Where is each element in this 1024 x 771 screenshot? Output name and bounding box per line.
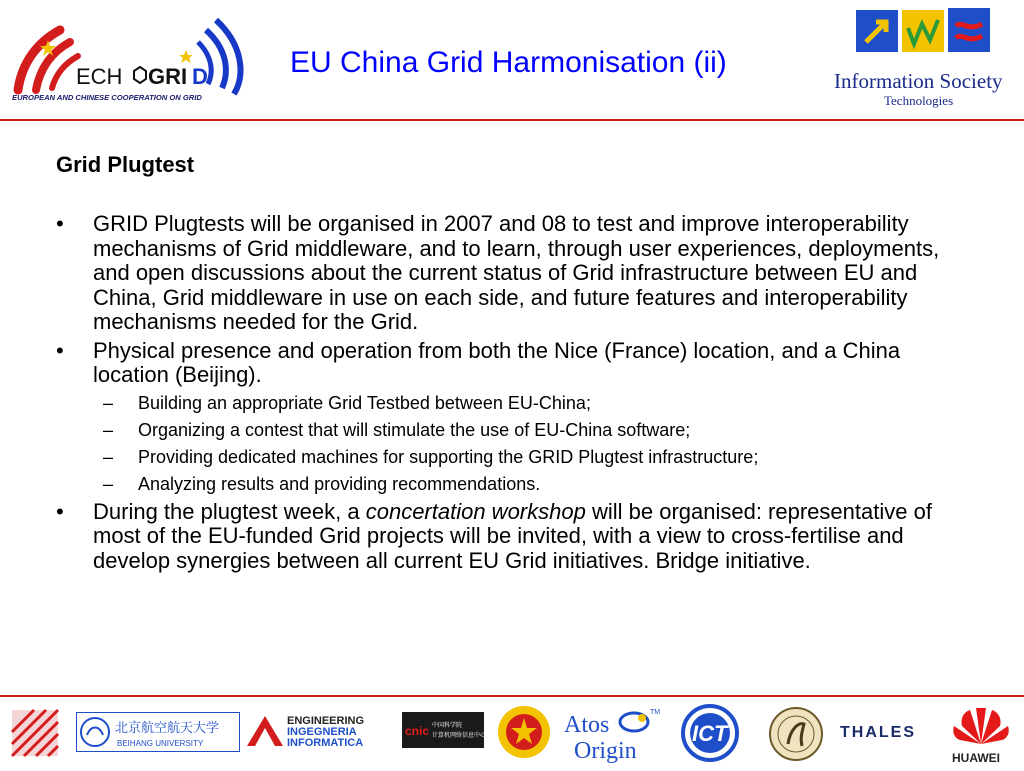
thales-logo bbox=[838, 718, 934, 744]
bullet-list bbox=[56, 212, 966, 573]
cnic-logo bbox=[402, 712, 484, 748]
bullet-text: GRID Plugtests will be organised in 2007 and 08 to test and improve interoperability mechanisms of Grid middleware, and to learn, through user experiences, deployments, and open discussions about the current status of Grid infrastructure between EU and China, Grid middleware in use on each side, and future features and interoperability mechanisms needed for the Grid. bbox=[93, 211, 940, 334]
echogrid-logo bbox=[8, 12, 253, 104]
sub-bullet-item bbox=[93, 392, 966, 414]
echogrid-logo-text-right: GRI bbox=[148, 64, 188, 89]
bullet-text-italic: concertation workshop bbox=[365, 498, 586, 524]
ict-text: ICT bbox=[692, 721, 728, 746]
atos-line2: Origin bbox=[574, 738, 637, 764]
red-grid-logo bbox=[8, 704, 64, 760]
slide-body bbox=[56, 152, 966, 577]
bullet-item-2 bbox=[56, 339, 966, 495]
dash-icon: – bbox=[103, 419, 114, 440]
beihang-english: BEIHANG UNIVERSITY bbox=[117, 739, 204, 748]
beihang-university-logo bbox=[76, 712, 240, 752]
atos-tm: TM bbox=[650, 709, 661, 716]
engineering-ingegneria-logo bbox=[245, 712, 381, 750]
footer-divider bbox=[0, 695, 1024, 697]
bullet-item-3 bbox=[56, 500, 966, 574]
bullet-text-after: will be organised: representative of most of the EU-funded Grid projects will be invited, with a view to cross-fertilise and develop synergies between all current EU Grid initiatives. Bridge initiative. bbox=[93, 498, 932, 573]
echogrid-logo-text-left: ECH bbox=[76, 64, 123, 89]
university-seal-logo bbox=[768, 706, 824, 762]
bullet-icon: • bbox=[56, 498, 64, 524]
slide-header bbox=[0, 0, 1024, 120]
academy-seal-logo bbox=[496, 704, 552, 760]
sub-bullet-text: Providing dedicated machines for supporting the GRID Plugtest infrastructure; bbox=[138, 446, 759, 467]
bullet-icon: • bbox=[56, 337, 64, 363]
partner-logos bbox=[0, 698, 1024, 768]
sub-bullet-text: Building an appropriate Grid Testbed between EU-China; bbox=[138, 392, 591, 413]
huawei-text: HUAWEI bbox=[952, 751, 1000, 765]
ist-logo-line1: Information Society bbox=[834, 69, 1003, 93]
sub-bullet-text: Organizing a contest that will stimulate the use of EU-China software; bbox=[138, 419, 691, 440]
dash-icon: – bbox=[103, 473, 114, 494]
cnic-line1: 中国科学院 bbox=[432, 722, 463, 729]
dash-icon: – bbox=[103, 392, 114, 413]
thales-text: THALES bbox=[840, 724, 916, 741]
cnic-mark: cnic bbox=[405, 724, 430, 738]
bullet-item-1 bbox=[56, 212, 966, 335]
bullet-text-before: During the plugtest week, a bbox=[93, 498, 366, 524]
header-divider bbox=[0, 119, 1024, 121]
atos-line1: Atos bbox=[564, 712, 610, 738]
slide-title: EU China Grid Harmonisation (ii) bbox=[290, 46, 727, 79]
engineering-line1: ENGINEERING bbox=[287, 715, 365, 727]
sub-bullet-item bbox=[93, 446, 966, 468]
echogrid-logo-text-d: D bbox=[192, 64, 208, 89]
engineering-line3: INFORMATICA bbox=[287, 737, 364, 749]
bullet-icon: • bbox=[56, 211, 64, 236]
engineering-line2: INGEGNERIA bbox=[287, 726, 357, 738]
dash-icon: – bbox=[103, 446, 114, 467]
information-society-logo bbox=[832, 6, 1018, 110]
sub-bullet-item bbox=[93, 419, 966, 441]
beihang-chinese: 北京航空航天大学 bbox=[115, 721, 220, 736]
atos-origin-logo bbox=[562, 704, 666, 764]
ist-logo-line2: Technologies bbox=[884, 93, 954, 108]
ict-logo bbox=[674, 704, 746, 762]
bullet-text: Physical presence and operation from both the Nice (France) location, and a China location (Beijing). bbox=[93, 337, 901, 387]
huawei-logo bbox=[946, 704, 1016, 766]
sub-bullet-text: Analyzing results and providing recommendations. bbox=[138, 473, 541, 494]
sub-bullet-list bbox=[93, 392, 966, 495]
cnic-line2: 计算机网络信息中心 bbox=[432, 732, 484, 739]
echogrid-logo-subtitle: EUROPEAN AND CHINESE COOPERATION ON GRID bbox=[12, 93, 202, 102]
section-heading: Grid Plugtest bbox=[56, 152, 195, 177]
sub-bullet-item bbox=[93, 473, 966, 495]
